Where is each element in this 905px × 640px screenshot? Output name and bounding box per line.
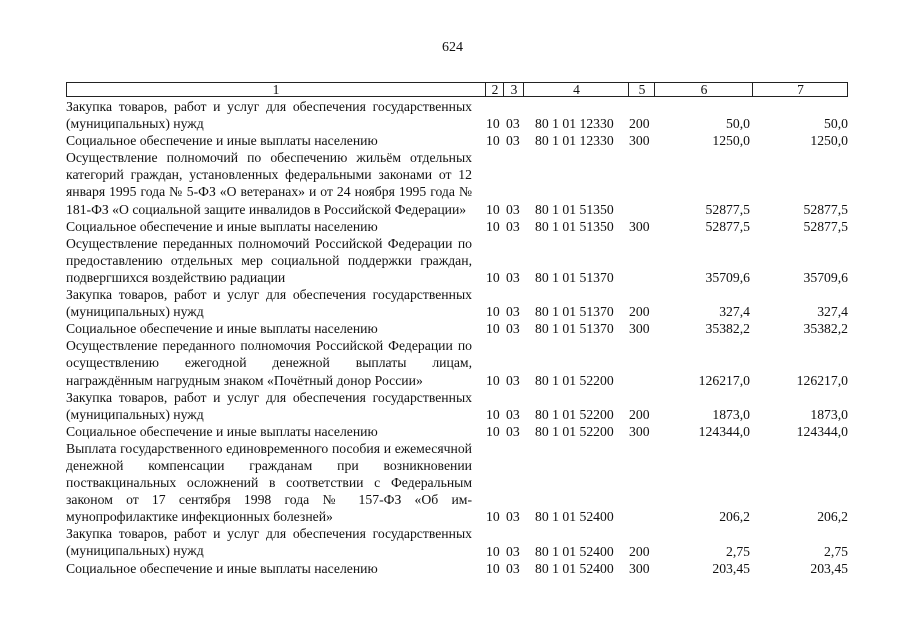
row-description: Закупка товаров, работ и услуг для обеспечения государственных (муниципальных) нужд (66, 389, 472, 422)
expense-type-code: 200 (629, 304, 650, 320)
table-row (66, 235, 856, 286)
subsection-code: 03 (506, 423, 520, 439)
row-codes (66, 115, 856, 132)
row-codes (66, 560, 856, 577)
expense-type-code: 300 (629, 218, 650, 234)
header-col-4: 4 (523, 83, 629, 96)
subsection-code: 03 (506, 133, 520, 149)
section-code: 10 (486, 116, 500, 132)
subsection-code: 03 (506, 560, 520, 576)
header-col-6: 6 (654, 83, 753, 96)
row-description: Выплата государственного единовременного пособия и ежемесячной денежной компенсации гражданам при возникновении поствакцинальных осложнений в соответствии с Федеральным законом от 17 сентября 1998 года № 157-ФЗ «Об иммунопрофилактике инфекционных болезней» (66, 440, 472, 525)
target-item-code: 80 1 01 51370 (535, 321, 614, 337)
amount-col-7: 203,45 (810, 560, 848, 576)
page-number: 624 (442, 40, 463, 55)
section-code: 10 (486, 423, 500, 439)
row-codes (66, 320, 856, 337)
amount-col-7: 206,2 (817, 509, 848, 525)
amount-col-6: 327,4 (719, 304, 750, 320)
subsection-code: 03 (506, 304, 520, 320)
table-row (66, 149, 856, 217)
table-header (66, 82, 848, 97)
row-codes (66, 269, 856, 286)
row-description: Осуществление полномочий по обеспечению жильём отдельных категорий граждан, установленных федеральными законами от 12 января 1995 года № 5-ФЗ «О ветеранах» и от 24 ноября 1995 года № 181-ФЗ «О социальной защите инвалидов в Российской Федерации» (66, 150, 472, 217)
target-item-code: 80 1 01 12330 (535, 133, 614, 149)
row-description: Социальное обеспечение и иные выплаты населению (66, 321, 378, 337)
header-col-3: 3 (503, 83, 524, 96)
target-item-code: 80 1 01 52200 (535, 372, 614, 388)
header-col-1: 1 (272, 82, 280, 97)
section-code: 10 (486, 560, 500, 576)
row-description: Закупка товаров, работ и услуг для обеспечения государственных (муниципальных) нужд (66, 99, 472, 132)
table-row (66, 440, 856, 525)
table-row (66, 389, 856, 423)
amount-col-6: 206,2 (719, 509, 750, 525)
table-row (66, 98, 856, 132)
target-item-code: 80 1 01 52200 (535, 406, 614, 422)
target-item-code: 80 1 01 52400 (535, 543, 614, 559)
expense-type-code: 200 (629, 543, 650, 559)
subsection-code: 03 (506, 321, 520, 337)
section-code: 10 (486, 372, 500, 388)
subsection-code: 03 (506, 201, 520, 217)
expense-type-code: 300 (629, 321, 650, 337)
subsection-code: 03 (506, 270, 520, 286)
expense-type-code: 200 (629, 406, 650, 422)
section-code: 10 (486, 304, 500, 320)
amount-col-7: 35382,2 (803, 321, 848, 337)
row-description: Осуществление переданных полномочий Российской Федерации по предоставлению отдельных мер социальной поддержки граждан, подвергшихся воздействию радиации (66, 235, 472, 285)
table-row (66, 337, 856, 388)
amount-col-7: 50,0 (824, 116, 848, 132)
target-item-code: 80 1 01 52400 (535, 509, 614, 525)
table-body (66, 98, 856, 577)
header-col-2: 2 (485, 83, 504, 96)
amount-col-7: 52877,5 (803, 201, 848, 217)
table-row (66, 525, 856, 559)
amount-col-7: 1873,0 (810, 406, 848, 422)
amount-col-6: 203,45 (712, 560, 750, 576)
amount-col-7: 2,75 (824, 543, 848, 559)
amount-col-6: 35709,6 (705, 270, 750, 286)
row-description: Социальное обеспечение и иные выплаты населению (66, 218, 378, 234)
row-description: Социальное обеспечение и иные выплаты населению (66, 560, 378, 576)
section-code: 10 (486, 218, 500, 234)
table-row (66, 320, 856, 337)
table-row (66, 132, 856, 149)
amount-col-6: 124344,0 (698, 423, 750, 439)
row-description: Осуществление переданного полномочия Российской Федерации по осуществлению ежегодной денежной выплаты лицам, награждённым нагрудным знаком «Почётный донор России» (66, 338, 472, 388)
amount-col-7: 126217,0 (796, 372, 848, 388)
amount-col-7: 1250,0 (810, 133, 848, 149)
table-row (66, 423, 856, 440)
subsection-code: 03 (506, 509, 520, 525)
row-codes (66, 201, 856, 218)
row-codes (66, 406, 856, 423)
amount-col-6: 52877,5 (705, 201, 750, 217)
section-code: 10 (486, 543, 500, 559)
row-codes (66, 543, 856, 560)
target-item-code: 80 1 01 12330 (535, 116, 614, 132)
target-item-code: 80 1 01 51350 (535, 218, 614, 234)
subsection-code: 03 (506, 406, 520, 422)
section-code: 10 (486, 133, 500, 149)
target-item-code: 80 1 01 52200 (535, 423, 614, 439)
amount-col-6: 1250,0 (712, 133, 750, 149)
amount-col-7: 327,4 (817, 304, 848, 320)
section-code: 10 (486, 509, 500, 525)
table-row (66, 560, 856, 577)
row-description: Закупка товаров, работ и услуг для обеспечения государственных (муниципальных) нужд (66, 526, 472, 559)
amount-col-6: 2,75 (726, 543, 750, 559)
target-item-code: 80 1 01 51370 (535, 270, 614, 286)
table-row (66, 218, 856, 235)
header-col-7: 7 (752, 83, 848, 96)
row-codes (66, 132, 856, 149)
section-code: 10 (486, 270, 500, 286)
row-description: Социальное обеспечение и иные выплаты населению (66, 133, 378, 149)
expense-type-code: 300 (629, 133, 650, 149)
amount-col-7: 52877,5 (803, 218, 848, 234)
row-codes (66, 423, 856, 440)
amount-col-6: 126217,0 (698, 372, 750, 388)
section-code: 10 (486, 406, 500, 422)
expense-type-code: 300 (629, 560, 650, 576)
expense-type-code: 300 (629, 423, 650, 439)
row-description: Закупка товаров, работ и услуг для обеспечения государственных (муниципальных) нужд (66, 287, 472, 320)
subsection-code: 03 (506, 218, 520, 234)
expense-type-code: 200 (629, 116, 650, 132)
amount-col-6: 50,0 (726, 116, 750, 132)
amount-col-7: 35709,6 (803, 270, 848, 286)
amount-col-7: 124344,0 (796, 423, 848, 439)
row-description: Социальное обеспечение и иные выплаты населению (66, 423, 378, 439)
section-code: 10 (486, 201, 500, 217)
subsection-code: 03 (506, 372, 520, 388)
row-codes (66, 508, 856, 525)
row-codes (66, 303, 856, 320)
target-item-code: 80 1 01 51370 (535, 304, 614, 320)
amount-col-6: 52877,5 (705, 218, 750, 234)
row-codes (66, 218, 856, 235)
section-code: 10 (486, 321, 500, 337)
subsection-code: 03 (506, 116, 520, 132)
subsection-code: 03 (506, 543, 520, 559)
amount-col-6: 1873,0 (712, 406, 750, 422)
header-col-5: 5 (628, 83, 655, 96)
target-item-code: 80 1 01 51350 (535, 201, 614, 217)
row-codes (66, 372, 856, 389)
table-row (66, 286, 856, 320)
amount-col-6: 35382,2 (705, 321, 750, 337)
target-item-code: 80 1 01 52400 (535, 560, 614, 576)
